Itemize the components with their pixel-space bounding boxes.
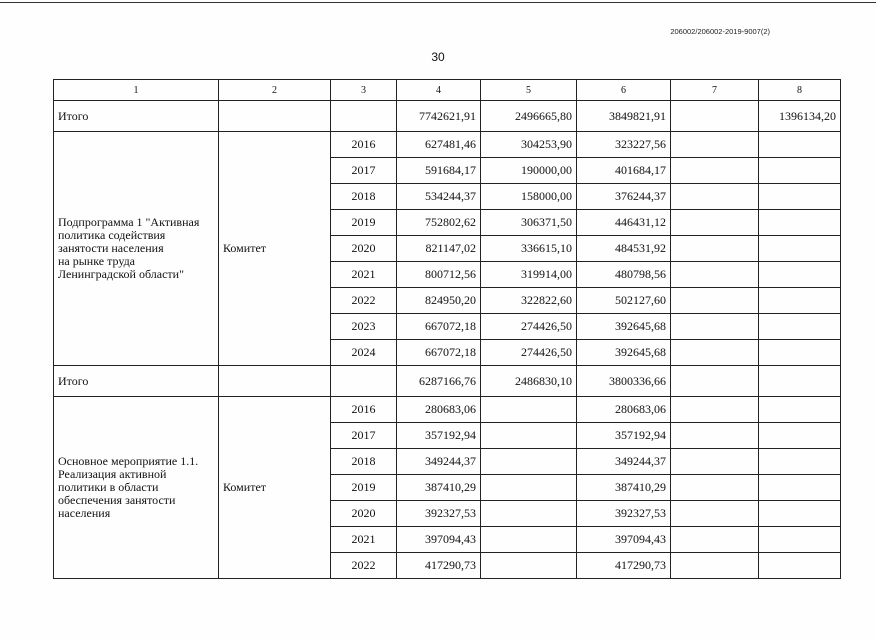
total-amount-col7 bbox=[671, 366, 759, 397]
top-edge-line bbox=[0, 2, 876, 3]
total-amount-col7 bbox=[671, 101, 759, 132]
amount-col8 bbox=[759, 527, 841, 553]
page-number: 30 bbox=[431, 50, 445, 64]
amount-col7 bbox=[671, 210, 759, 236]
year-cell: 2020 bbox=[331, 501, 397, 527]
amount-col7 bbox=[671, 132, 759, 158]
program-name-line: Ленинградской области" bbox=[58, 267, 184, 281]
total-amount-col4: 6287166,76 bbox=[397, 366, 481, 397]
total-amount-col4: 7742621,91 bbox=[397, 101, 481, 132]
amount-col8 bbox=[759, 449, 841, 475]
amount-col6: 480798,56 bbox=[577, 262, 671, 288]
financing-table bbox=[53, 79, 841, 579]
program-name-line: политика содействия bbox=[58, 228, 166, 242]
amount-col8 bbox=[759, 501, 841, 527]
total-row bbox=[54, 101, 841, 132]
total-amount-col6: 3849821,91 bbox=[577, 101, 671, 132]
column-header: 8 bbox=[759, 80, 841, 101]
year-cell: 2019 bbox=[331, 475, 397, 501]
amount-col8 bbox=[759, 397, 841, 423]
year-cell: 2023 bbox=[331, 314, 397, 340]
amount-col8 bbox=[759, 236, 841, 262]
amount-col6: 502127,60 bbox=[577, 288, 671, 314]
program-name-line: политики в области bbox=[58, 480, 159, 494]
amount-col6: 446431,12 bbox=[577, 210, 671, 236]
program-name-line: на рынке труда bbox=[58, 254, 135, 268]
amount-col5 bbox=[481, 449, 577, 475]
program-name-cell bbox=[54, 397, 219, 579]
amount-col4: 392327,53 bbox=[397, 501, 481, 527]
amount-col7 bbox=[671, 184, 759, 210]
year-cell: 2018 bbox=[331, 184, 397, 210]
amount-col4: 627481,46 bbox=[397, 132, 481, 158]
amount-col7 bbox=[671, 527, 759, 553]
amount-col6: 392645,68 bbox=[577, 314, 671, 340]
program-name-line: занятости населения bbox=[58, 241, 164, 255]
amount-col5: 274426,50 bbox=[481, 340, 577, 366]
amount-col6: 280683,06 bbox=[577, 397, 671, 423]
amount-col4: 387410,29 bbox=[397, 475, 481, 501]
column-header: 4 bbox=[397, 80, 481, 101]
year-cell: 2022 bbox=[331, 553, 397, 579]
total-amount-col8: 1396134,20 bbox=[759, 101, 841, 132]
year-cell: 2017 bbox=[331, 158, 397, 184]
amount-col4: 752802,62 bbox=[397, 210, 481, 236]
program-name-line: Основное мероприятие 1.1. bbox=[58, 454, 199, 468]
year-cell bbox=[331, 101, 397, 132]
amount-col5: 158000,00 bbox=[481, 184, 577, 210]
amount-col7 bbox=[671, 158, 759, 184]
amount-col8 bbox=[759, 553, 841, 579]
amount-col5: 319914,00 bbox=[481, 262, 577, 288]
amount-col6: 417290,73 bbox=[577, 553, 671, 579]
amount-col7 bbox=[671, 449, 759, 475]
amount-col7 bbox=[671, 553, 759, 579]
amount-col6: 387410,29 bbox=[577, 475, 671, 501]
column-header: 3 bbox=[331, 80, 397, 101]
amount-col8 bbox=[759, 314, 841, 340]
total-label: Итого bbox=[54, 366, 219, 397]
amount-col6: 401684,17 bbox=[577, 158, 671, 184]
program-name-cell bbox=[54, 132, 219, 366]
amount-col6: 357192,94 bbox=[577, 423, 671, 449]
amount-col4: 417290,73 bbox=[397, 553, 481, 579]
amount-col4: 397094,43 bbox=[397, 527, 481, 553]
year-cell: 2022 bbox=[331, 288, 397, 314]
year-cell bbox=[331, 366, 397, 397]
document-id: 206002/206002-2019-9007(2) bbox=[670, 27, 770, 36]
amount-col5: 190000,00 bbox=[481, 158, 577, 184]
amount-col8 bbox=[759, 340, 841, 366]
amount-col5: 306371,50 bbox=[481, 210, 577, 236]
amount-col8 bbox=[759, 184, 841, 210]
amount-col8 bbox=[759, 158, 841, 184]
executor-cell bbox=[219, 101, 331, 132]
executor-cell bbox=[219, 366, 331, 397]
amount-col6: 376244,37 bbox=[577, 184, 671, 210]
year-cell: 2016 bbox=[331, 397, 397, 423]
amount-col7 bbox=[671, 501, 759, 527]
amount-col6: 392645,68 bbox=[577, 340, 671, 366]
amount-col7 bbox=[671, 475, 759, 501]
year-cell: 2018 bbox=[331, 449, 397, 475]
total-amount-col6: 3800336,66 bbox=[577, 366, 671, 397]
amount-col5 bbox=[481, 527, 577, 553]
amount-col6: 349244,37 bbox=[577, 449, 671, 475]
total-label: Итого bbox=[54, 101, 219, 132]
amount-col6: 397094,43 bbox=[577, 527, 671, 553]
column-header: 2 bbox=[219, 80, 331, 101]
amount-col4: 800712,56 bbox=[397, 262, 481, 288]
amount-col7 bbox=[671, 288, 759, 314]
amount-col6: 323227,56 bbox=[577, 132, 671, 158]
amount-col6: 392327,53 bbox=[577, 501, 671, 527]
amount-col5 bbox=[481, 553, 577, 579]
program-name-line: Реализация активной bbox=[58, 467, 167, 481]
amount-col4: 357192,94 bbox=[397, 423, 481, 449]
year-cell: 2021 bbox=[331, 262, 397, 288]
year-cell: 2017 bbox=[331, 423, 397, 449]
executor-cell: Комитет bbox=[219, 397, 331, 579]
amount-col6: 484531,92 bbox=[577, 236, 671, 262]
column-header: 6 bbox=[577, 80, 671, 101]
year-row bbox=[54, 397, 841, 423]
amount-col7 bbox=[671, 340, 759, 366]
amount-col7 bbox=[671, 236, 759, 262]
amount-col5: 304253,90 bbox=[481, 132, 577, 158]
amount-col5 bbox=[481, 501, 577, 527]
year-cell: 2016 bbox=[331, 132, 397, 158]
amount-col5: 274426,50 bbox=[481, 314, 577, 340]
amount-col4: 280683,06 bbox=[397, 397, 481, 423]
amount-col5 bbox=[481, 475, 577, 501]
amount-col7 bbox=[671, 423, 759, 449]
year-cell: 2020 bbox=[331, 236, 397, 262]
amount-col7 bbox=[671, 397, 759, 423]
amount-col4: 821147,02 bbox=[397, 236, 481, 262]
amount-col4: 591684,17 bbox=[397, 158, 481, 184]
year-cell: 2021 bbox=[331, 527, 397, 553]
amount-col4: 349244,37 bbox=[397, 449, 481, 475]
year-row bbox=[54, 132, 841, 158]
amount-col8 bbox=[759, 475, 841, 501]
amount-col8 bbox=[759, 288, 841, 314]
column-header: 1 bbox=[54, 80, 219, 101]
column-number-row bbox=[54, 80, 841, 101]
program-name-line: Подпрограмма 1 "Активная bbox=[58, 215, 200, 229]
year-cell: 2019 bbox=[331, 210, 397, 236]
total-amount-col8 bbox=[759, 366, 841, 397]
amount-col5 bbox=[481, 423, 577, 449]
total-amount-col5: 2486830,10 bbox=[481, 366, 577, 397]
executor-cell: Комитет bbox=[219, 132, 331, 366]
amount-col8 bbox=[759, 132, 841, 158]
amount-col4: 534244,37 bbox=[397, 184, 481, 210]
amount-col7 bbox=[671, 314, 759, 340]
amount-col8 bbox=[759, 262, 841, 288]
amount-col4: 667072,18 bbox=[397, 314, 481, 340]
program-name-line: обеспечения занятости bbox=[58, 493, 176, 507]
amount-col7 bbox=[671, 262, 759, 288]
total-amount-col5: 2496665,80 bbox=[481, 101, 577, 132]
amount-col5: 336615,10 bbox=[481, 236, 577, 262]
program-name-line: населения bbox=[58, 506, 111, 520]
column-header: 5 bbox=[481, 80, 577, 101]
amount-col8 bbox=[759, 423, 841, 449]
year-cell: 2024 bbox=[331, 340, 397, 366]
column-header: 7 bbox=[671, 80, 759, 101]
amount-col8 bbox=[759, 210, 841, 236]
amount-col4: 824950,20 bbox=[397, 288, 481, 314]
amount-col5: 322822,60 bbox=[481, 288, 577, 314]
amount-col4: 667072,18 bbox=[397, 340, 481, 366]
amount-col5 bbox=[481, 397, 577, 423]
total-row bbox=[54, 366, 841, 397]
